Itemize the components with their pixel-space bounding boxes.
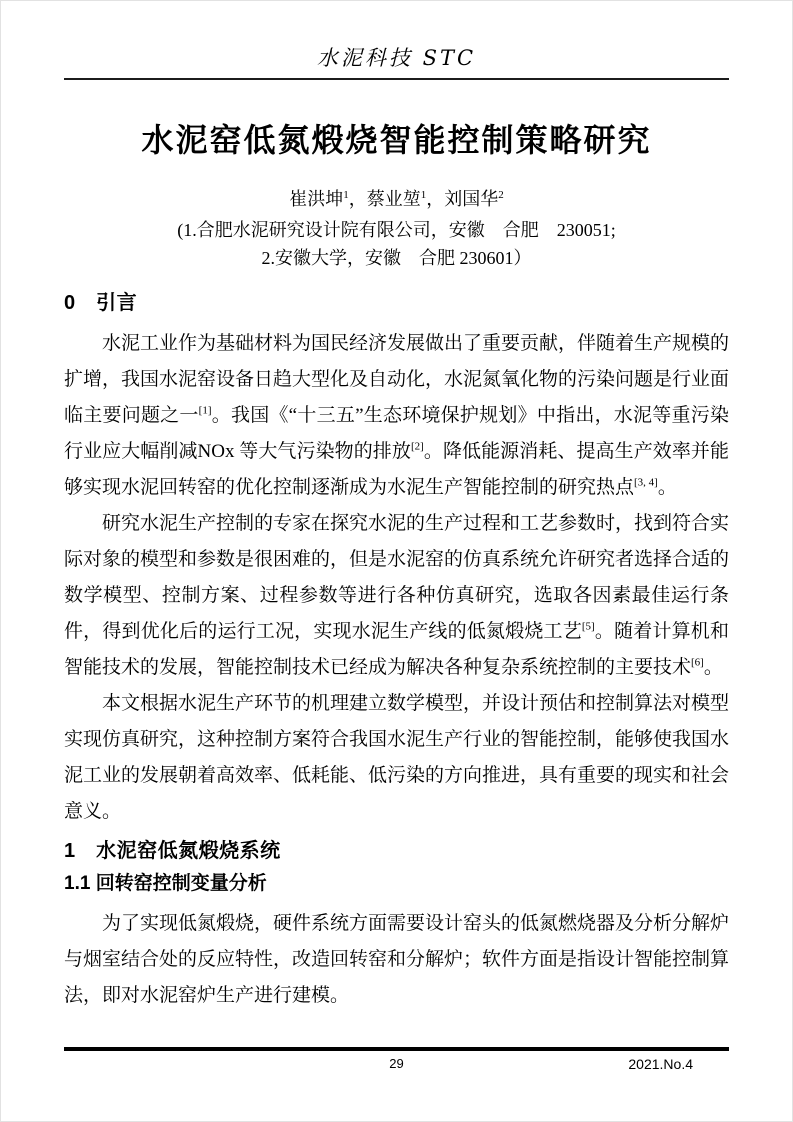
- author-name: 蔡业堃: [366, 189, 421, 209]
- affiliation-block: [64, 216, 729, 272]
- author-line: 崔洪坤$^1$，蔡业堃$^1$，刘国华$^2$: [289, 189, 504, 209]
- affiliation-line: (1.合肥水泥研究设计院有限公司，安徽 合肥 230051;: [177, 220, 616, 240]
- footer-row: [64, 1055, 729, 1073]
- subsection-heading: 1.1 回转窑控制变量分析: [64, 873, 267, 894]
- reference-superscript: [1]: [198, 404, 212, 417]
- header-rule: [64, 78, 729, 80]
- footer-rule: [64, 1047, 729, 1051]
- page-number: 29: [389, 1056, 404, 1071]
- reference-superscript: [6]: [691, 656, 704, 669]
- article-body: [64, 290, 729, 1014]
- paper-title: 水泥窑低氮煅烧智能控制策略研究: [141, 122, 652, 158]
- reference-superscript: [5]: [581, 620, 595, 633]
- page-footer: [64, 1047, 729, 1073]
- author-name: 刘国华: [444, 189, 499, 209]
- issue-label: 2021.No.4: [628, 1056, 693, 1072]
- journal-header: 水泥科技 STC: [316, 46, 477, 70]
- section-heading: 1 水泥窑低氮煅烧系统: [64, 840, 281, 862]
- body-paragraph: 为了实现低氮煅烧，硬件系统方面需要设计窑头的低氮燃烧器及分析分解炉与烟室结合处的反应特性，改造回转窑和分解炉；软件方面是指设计智能控制算法，即对水泥窑炉生产进行建模。: [64, 913, 730, 1006]
- body-paragraph: 研究水泥生产控制的专家在探究水泥的生产过程和工艺参数时，找到符合实际对象的模型和参数是很困难的，但是水泥窑的仿真系统允许研究者选择合适的数学模型、控制方案、过程参数等进行各种仿真研究，选取各因素最佳运行条件，得到优化后的运行工况，实现水泥生产线的低氮煅烧工艺[5]。随着计算机和智能技术的发展，智能控制技术已经成为解决各种复杂系统控制的主要技术[6]。: [64, 513, 730, 678]
- author-superscript: 2: [498, 189, 504, 201]
- affiliation-line: 2.安徽大学，安徽 合肥 230601）: [261, 248, 532, 268]
- body-paragraph: 水泥工业作为基础材料为国民经济发展做出了重要贡献，伴随着生产规模的扩增，我国水泥窑设备日趋大型化及自动化，水泥氮氧化物的污染问题是行业面临主要问题之一[1]。我国《“十三五”生态环境保护规划》中指出，水泥等重污染行业应大幅削减NOx 等大气污染物的排放[2]。降低能源消耗、提高生产效率并能够实现水泥回转窑的优化控制逐渐成为水泥生产智能控制的研究热点[3, 4]。: [64, 333, 730, 498]
- reference-superscript: [2]: [410, 440, 424, 453]
- author-name: 崔洪坤: [289, 189, 344, 209]
- section-heading: 0 引言: [64, 292, 138, 314]
- reference-superscript: [3, 4]: [634, 476, 658, 489]
- body-paragraph: 本文根据水泥生产环节的机理建立数学模型，并设计预估和控制算法对模型实现仿真研究，这种控制方案符合我国水泥生产行业的智能控制，能够使我国水泥工业的发展朝着高效率、低耗能、低污染的方向推进，具有重要的现实和社会意义。: [64, 693, 730, 822]
- author-superscript: 1: [343, 189, 349, 201]
- author-superscript: 1: [420, 189, 427, 201]
